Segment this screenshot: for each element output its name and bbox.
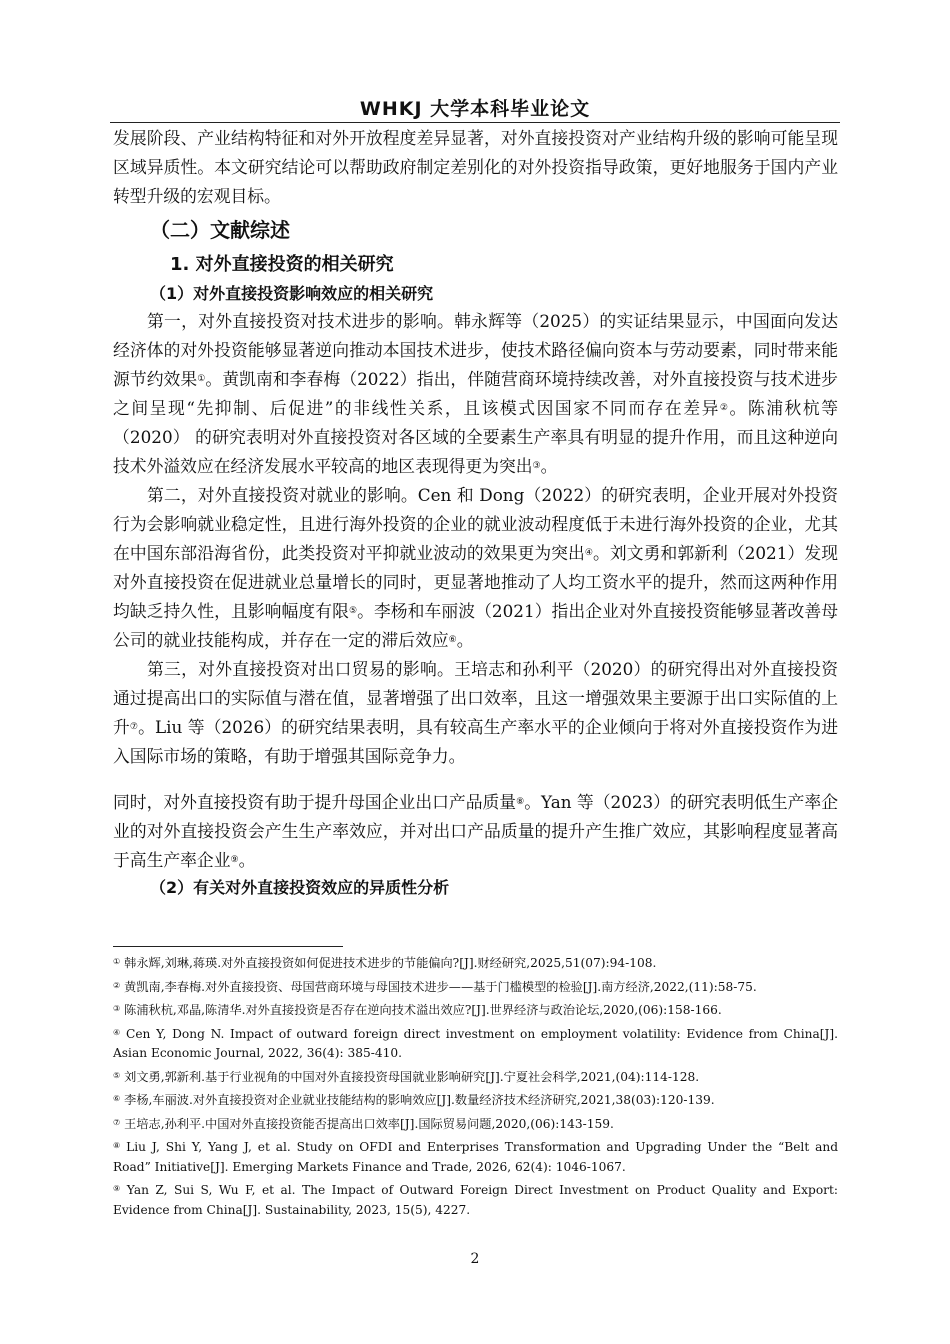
text-segment: 。刘文勇和郭新利（2021）发现对外直接投资在促进就业总量增长的同时，更显著地推动了人均工资水平的提升，然而这两种作用均缺乏持久性，且影响幅度有限 (113, 543, 838, 621)
footnote-8 (113, 1136, 838, 1177)
footnote-text: Liu J, Shi Y, Yang J, et al. Study on OFDI and Enterprises Transformation and Upgrading Under the “Belt and Road” Initiative[J]. Emerging Markets Finance and Trade, 2026, 62(4): 1046-1067. (113, 1140, 838, 1174)
sub-subsection-heading-2: （2）有关对外直接投资效应的异质性分析 (150, 878, 450, 897)
footnote-6 (113, 1089, 838, 1111)
paragraph-export-quality (113, 788, 838, 875)
footnote-separator (113, 946, 343, 947)
footnote-text: 陈浦秋杭,邓晶,陈清华.对外直接投资是否存在逆向技术溢出效应?[J].世界经济与政治论坛,2020,(06):158-166. (124, 1003, 722, 1017)
paragraph-technology (113, 307, 838, 481)
text-segment: 。李杨和车丽波（2021）指出企业对外直接投资能够显著改善母公司的就业技能构成，并存在一定的滞后效应 (113, 601, 838, 650)
paragraph-export (113, 655, 838, 771)
paragraph-employment (113, 481, 838, 655)
footnote-4 (113, 1023, 838, 1064)
footnotes (113, 952, 838, 1222)
text-segment: 第一，对外直接投资对技术进步的影响。韩永辉等（2025）的实证结果显示，中国面向发达经济体的对外投资能够显著逆向推动本国技术进步，使技术路径偏向资本与劳动要素，同时带来能源节约效果 (113, 311, 838, 389)
footnote-1 (113, 952, 838, 974)
footnote-ref-8[interactable]: ⑧ (516, 797, 525, 807)
footnote-ref-9[interactable]: ⑨ (230, 855, 239, 865)
footnote-ref-7[interactable]: ⑦ (129, 722, 139, 732)
footnote-text: 李杨,车丽波.对外直接投资对企业就业技能结构的影响效应[J].数量经济技术经济研究,2021,38(03):120-139. (124, 1093, 715, 1107)
footnote-ref-2[interactable]: ② (719, 403, 730, 413)
footnote-ref-3[interactable]: ③ (532, 461, 541, 471)
section-heading: （二）文献综述 (150, 218, 290, 242)
text-segment: 。 (540, 456, 558, 476)
footnote-text: 韩永辉,刘琳,蒋瑛.对外直接投资如何促进技术进步的节能偏向?[J].财经研究,2025,51(07):94-108. (124, 956, 657, 970)
subsection-heading: 1. 对外直接投资的相关研究 (170, 254, 394, 275)
footnote-marker: ③ (113, 1004, 121, 1013)
footnote-text: 王培志,孙利平.中国对外直接投资能否提高出口效率[J].国际贸易问题,2020,(06):143-159. (124, 1116, 614, 1131)
text-segment: 同时，对外直接投资有助于提升母国企业出口产品质量 (113, 792, 517, 812)
page-header: WHKJ 大学本科毕业论文 (359, 98, 591, 120)
footnote-marker: ④ (113, 1027, 122, 1037)
sub-subsection-heading-1: （1）对外直接投资影响效应的相关研究 (150, 284, 434, 303)
footnote-marker: ⑨ (113, 1184, 123, 1193)
text-segment: 。 (456, 630, 474, 650)
footnote-3 (113, 999, 838, 1021)
text-segment: 。黄凯南和李春梅（2022）指出，伴随营商环境持续改善，对外直接投资与技术进步之间呈现“先抑制、后促进”的非线性关系，且该模式因国家不同而存在差异 (113, 369, 838, 418)
text-segment: 。陈浦秋杭等（2020） 的研究表明对外直接投资对各区域的全要素生产率具有明显的提升作用，而且这种逆向技术外溢效应在经济发展水平较高的地区表现得更为突出 (113, 398, 838, 476)
page-number: 2 (470, 1251, 480, 1267)
footnote-marker: ⑤ (113, 1070, 121, 1080)
footnote-2 (113, 976, 838, 998)
footnote-ref-1[interactable]: ① (197, 374, 206, 384)
footnote-marker: ⑧ (113, 1141, 123, 1150)
header-rule (110, 122, 840, 123)
text-segment: 第二，对外直接投资对就业的影响。Cen 和 Dong（2022）的研究表明，企业开展对外投资行为会影响就业稳定性，且进行海外投资的企业的就业波动程度低于未进行海外投资的企业，尤其在中国东部沿海省份，此类投资对平抑就业波动的效果更为突出 (113, 485, 838, 563)
footnote-marker: ② (113, 980, 121, 990)
text-segment: 。Yan 等（2023）的研究表明低生产率企业的对外直接投资会产生生产率效应，并对出口产品质量的提升产生推广效应，其影响程度显著高于高生产率企业 (113, 792, 838, 870)
footnote-marker: ① (113, 957, 121, 966)
text-segment: 。Liu 等（2026）的研究结果表明，具有较高生产率水平的企业倾向于将对外直接投资作为进入国际市场的策略，有助于增强其国际竞争力。 (113, 717, 838, 766)
footnote-9 (113, 1179, 838, 1220)
footnote-5 (113, 1066, 838, 1088)
intro-paragraph: 发展阶段、产业结构特征和对外开放程度差异显著，对外直接投资对产业结构升级的影响可能呈现区域异质性。本文研究结论可以帮助政府制定差别化的对外投资指导政策，更好地服务于国内产业转型升级的宏观目标。 (113, 128, 838, 206)
text-segment: 。 (238, 850, 256, 870)
footnote-text: 刘文勇,郭新利.基于行业视角的中国对外直接投资母国就业影响研究[J].宁夏社会科学,2021,(04):114-128. (124, 1069, 700, 1084)
footnote-ref-4[interactable]: ④ (584, 548, 594, 558)
text-segment: 第三，对外直接投资对出口贸易的影响。王培志和孙利平（2020）的研究得出对外直接投资通过提高出口的实际值与潜在值，显著增强了出口效率，且这一增强效果主要源于出口实际值的上升 (113, 659, 838, 737)
page-body (113, 124, 838, 901)
paragraph-gap (113, 771, 838, 788)
footnote-ref-5[interactable]: ⑤ (348, 606, 358, 616)
footnote-text: Yan Z, Sui S, Wu F, et al. The Impact of Outward Foreign Direct Investment on Product Quality and Export: Evidence from China[J]. Sustainability, 2023, 15(5), 4227. (113, 1183, 838, 1217)
footnote-text: 黄凯南,李春梅.对外直接投资、母国营商环境与母国技术进步——基于门槛模型的检验[J].南方经济,2022,(11):58-75. (124, 979, 757, 994)
footnote-marker: ⑦ (113, 1117, 121, 1127)
footnote-ref-6[interactable]: ⑥ (448, 635, 457, 645)
footnote-7 (113, 1113, 838, 1135)
footnote-text: Cen Y, Dong N. Impact of outward foreign direct investment on employment volatility: Evidence from China[J]. Asian Economic Journal, 2022, 36(4): 385-410. (113, 1026, 838, 1060)
footnote-marker: ⑥ (113, 1094, 121, 1103)
